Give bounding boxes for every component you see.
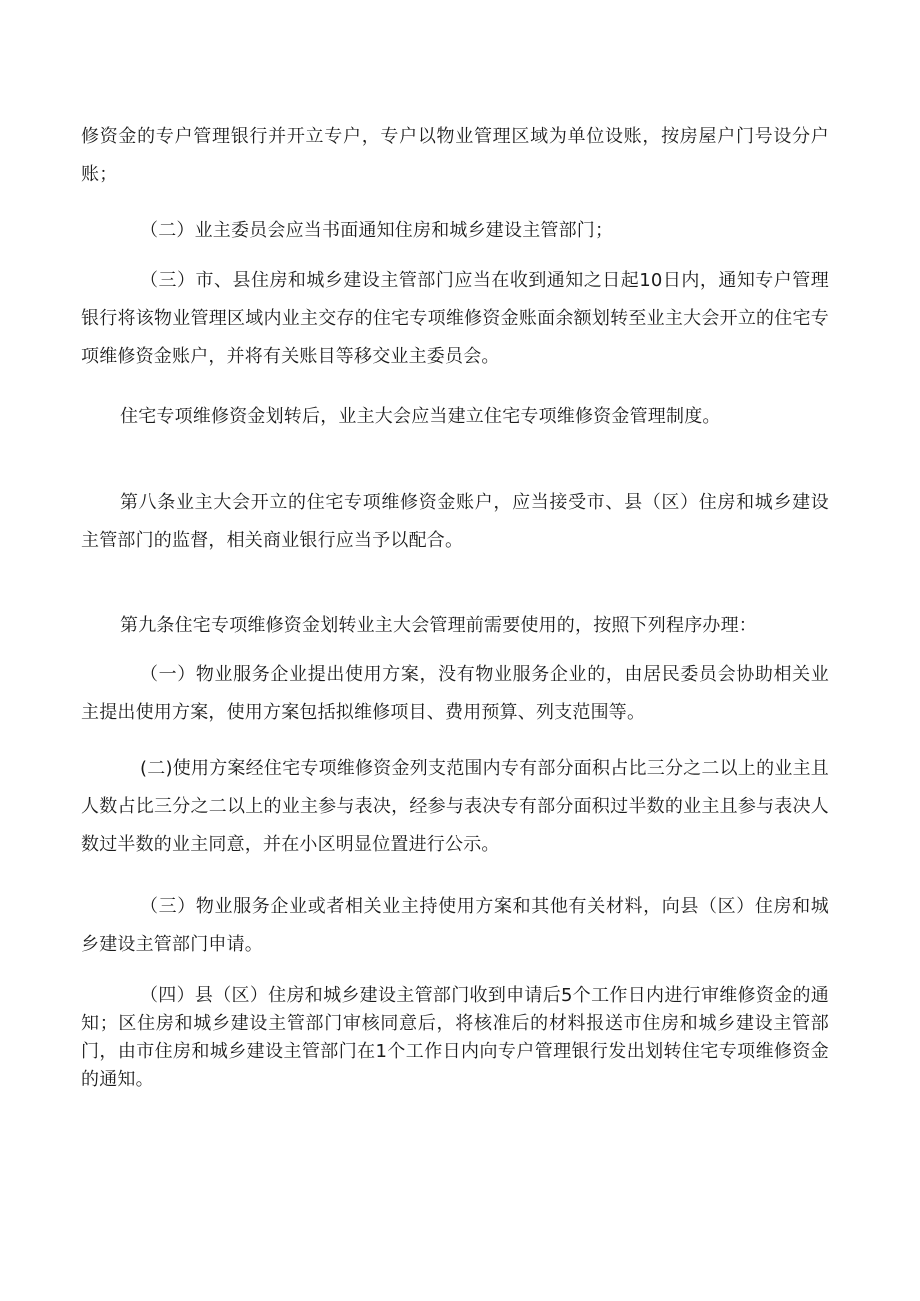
paragraph-item-2-notify: （二）业主委员会应当书面通知住房和城乡建设主管部门； — [140, 220, 614, 241]
paragraph-step-1: （一）物业服务企业提出使用方案，没有物业服务企业的，由居民委员会协助相关业主提出使用方案，使用方案包括拟维修项目、费用预算、列支范围等。 — [81, 664, 829, 723]
paragraph-item-3-transfer: （三）市、县住房和城乡建设主管部门应当在收到通知之日起10日内，通知专户管理银行将该物业管理区域内业主交存的住宅专项维修资金账面余额划转至业主大会开立的住宅专项维修资金账户，并将有关账目等移交业主委员会。 — [81, 270, 829, 367]
paragraph-step-2: (二)使用方案经住宅专项维修资金列支范围内专有部分面积占比三分之二以上的业主且人数占比三分之二以上的业主参与表决，经参与表决专有部分面积过半数的业主且参与表决人数过半数的业主同意，并在小区明显位置进行公示。 — [81, 758, 829, 855]
paragraph-article-8: 第八条业主大会开立的住宅专项维修资金账户，应当接受市、县（区）住房和城乡建设主管部门的监督，相关商业银行应当予以配合。 — [81, 492, 829, 551]
paragraph-step-3: （三）物业服务企业或者相关业主持使用方案和其他有关材料，向县（区）住房和城乡建设主管部门申请。 — [81, 896, 829, 955]
paragraph-management-system: 住宅专项维修资金划转后，业主大会应当建立住宅专项维修资金管理制度。 — [120, 406, 721, 427]
paragraph-article-9: 第九条住宅专项维修资金划转业主大会管理前需要使用的，按照下列程序办理： — [120, 615, 757, 636]
paragraph-step-4: （四）县（区）住房和城乡建设主管部门收到申请后5个工作日内进行审维修资金的通知；区住房和城乡建设主管部门审核同意后，将核准后的材料报送市住房和城乡建设主管部门，由市住房和城乡建设主管部门在1个工作日内向专户管理银行发出划转住宅专项维修资金的通知。 — [81, 985, 829, 1090]
paragraph-account-setup: 修资金的专户管理银行并开立专户，专户以物业管理区域为单位设账，按房屋户门号设分户账； — [81, 126, 829, 185]
